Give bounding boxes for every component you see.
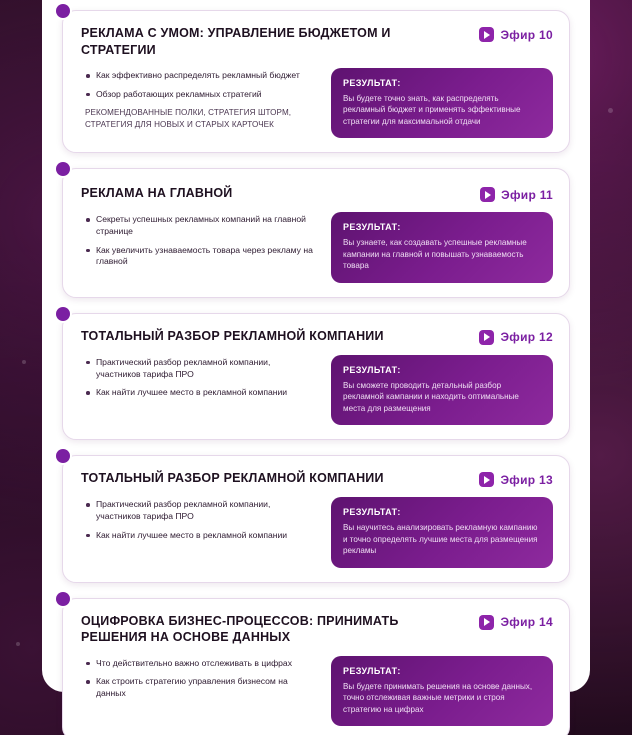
card-left-column [81, 68, 317, 130]
program-card [62, 313, 570, 440]
card-left-column [81, 497, 317, 548]
card-bullet-list [85, 214, 317, 267]
result-title: РЕЗУЛЬТАТ: [343, 507, 401, 518]
card-body [81, 656, 553, 726]
card-title: ТОТАЛЬНЫЙ РАЗБОР РЕКЛАМНОЙ КОМПАНИИ [81, 471, 384, 486]
result-panel [331, 497, 553, 567]
result-panel [331, 656, 553, 726]
card-header [81, 470, 553, 487]
card-title: РЕКЛАМА С УМОМ: УПРАВЛЕНИЕ БЮДЖЕТОМ И СТРАТЕГИИ [81, 26, 391, 57]
card-left-column [81, 656, 317, 707]
result-text: Вы научитесь анализировать рекламную кампанию и точно определять лучшие места для размещения рекламы [343, 523, 538, 556]
card-left-column [81, 355, 317, 406]
card-body [81, 212, 553, 282]
play-icon [479, 330, 494, 345]
result-title: РЕЗУЛЬТАТ: [343, 222, 401, 233]
result-text: Вы будете точно знать, как распределять рекламный бюджет и применять эффективные стратегии для максимальной отдачи [343, 94, 521, 126]
list-item: Практический разбор рекламной компании, участников тарифа ПРО [85, 499, 317, 522]
list-item: Как увеличить узнаваемость товара через рекламу на главной [85, 245, 317, 268]
card-body [81, 68, 553, 138]
result-title: РЕЗУЛЬТАТ: [343, 78, 401, 88]
card-note: РЕКОМЕНДОВАННЫЕ ПОЛКИ, СТРАТЕГИЯ ШТОРМ, СТРАТЕГИЯ ДЛЯ НОВЫХ И СТАРЫХ КАРТОЧЕК [85, 108, 292, 129]
episode-label: Эфир 14 [500, 615, 553, 630]
episode-label: Эфир 10 [500, 27, 553, 42]
card-marker-dot [56, 307, 70, 321]
card-title: ТОТАЛЬНЫЙ РАЗБОР РЕКЛАМНОЙ КОМПАНИИ [81, 328, 384, 343]
list-item: Как найти лучшее место в рекламной компании [85, 530, 317, 542]
card-marker-dot [56, 592, 70, 606]
card-marker-dot [56, 449, 70, 463]
play-icon [479, 615, 494, 630]
episode-badge [479, 613, 553, 630]
result-panel [331, 68, 553, 138]
card-title: ОЦИФРОВКА БИЗНЕС-ПРОЦЕССОВ: ПРИНИМАТЬ РЕШЕНИЯ НА ОСНОВЕ ДАННЫХ [81, 613, 399, 645]
card-bullet-list [85, 70, 317, 100]
card-header [81, 613, 553, 646]
card-header [81, 25, 553, 58]
result-text: Вы узнаете, как создавать успешные рекламные кампании на главной и повышать узнаваемость товара [343, 238, 527, 271]
card-header [81, 328, 553, 345]
result-panel [331, 355, 553, 425]
list-item: Как строить стратегию управления бизнесом на данных [85, 676, 317, 699]
card-left-column [81, 212, 317, 274]
card-bullet-list [85, 357, 317, 399]
episode-label: Эфир 13 [500, 472, 553, 487]
card-bullet-list [85, 658, 317, 700]
card-title: РЕКЛАМА НА ГЛАВНОЙ [81, 186, 233, 201]
play-icon [479, 472, 494, 487]
episode-badge [480, 185, 553, 202]
card-bullet-list [85, 499, 317, 541]
result-text: Вы будете принимать решения на основе данных, точно отслеживая важные метрики и строя стратегию на цифрах [343, 681, 533, 714]
result-title: РЕЗУЛЬТАТ: [343, 665, 401, 676]
episode-badge [479, 25, 553, 42]
content-sheet [42, 0, 590, 714]
card-body [81, 497, 553, 567]
result-text: Вы сможете проводить детальный разбор рекламной кампании и находить оптимальные места для размещения [343, 380, 519, 413]
result-title: РЕЗУЛЬТАТ: [343, 364, 401, 375]
list-item: Как найти лучшее место в рекламной компании [85, 387, 317, 399]
program-card [62, 598, 570, 735]
list-item: Секреты успешных рекламных компаний на главной странице [85, 214, 317, 237]
card-marker-dot [56, 4, 70, 18]
list-item: Что действительно важно отслеживать в цифрах [85, 658, 317, 670]
card-marker-dot [56, 162, 70, 176]
episode-label: Эфир 11 [501, 187, 553, 202]
background-dot [608, 108, 613, 113]
list-item: Обзор работающих рекламных стратегий [85, 89, 317, 101]
play-icon [480, 187, 495, 202]
episode-badge [479, 328, 553, 345]
program-card [62, 168, 570, 297]
card-header [81, 185, 553, 202]
background-dot [22, 360, 26, 364]
result-panel [331, 212, 553, 282]
list-item: Практический разбор рекламной компании, участников тарифа ПРО [85, 357, 317, 380]
program-card [62, 455, 570, 582]
program-card [62, 10, 570, 153]
card-body [81, 355, 553, 425]
background-dot [16, 642, 20, 646]
episode-label: Эфир 12 [500, 330, 553, 345]
episode-badge [479, 470, 553, 487]
list-item: Как эффективно распределять рекламный бюджет [85, 70, 317, 82]
play-icon [479, 27, 494, 42]
